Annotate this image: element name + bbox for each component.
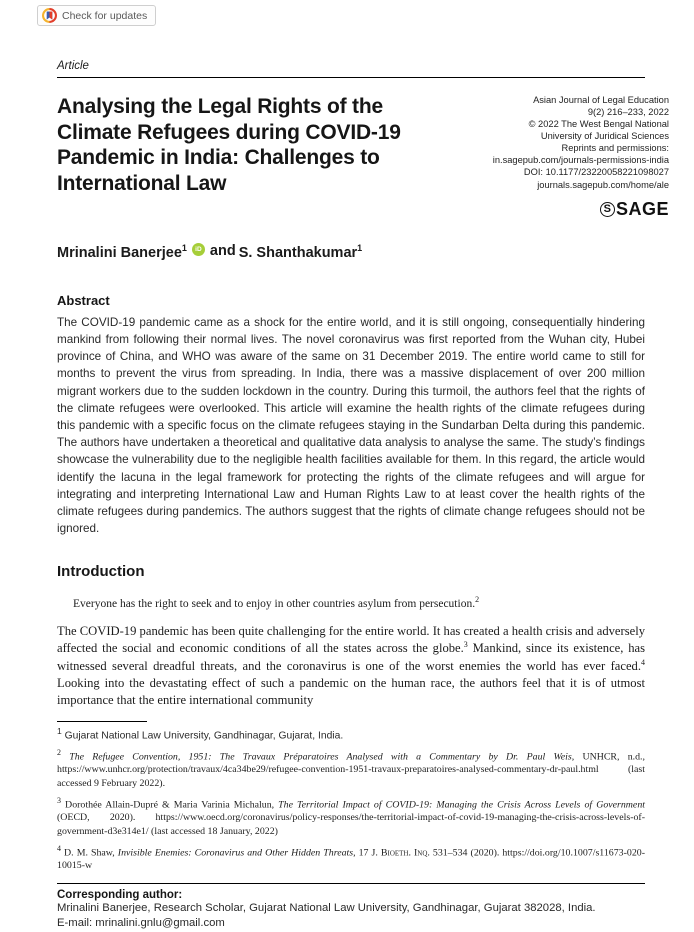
footnote-marker-4: 4: [641, 657, 645, 667]
email-address[interactable]: mrinalini.gnlu@gmail.com: [95, 917, 225, 930]
title-block: [57, 94, 669, 221]
journal-name: Asian Journal of Legal Education: [533, 95, 669, 105]
corresponding-author-block: [57, 889, 645, 932]
permissions-url: in.sagepub.com/journals-permissions-india: [492, 155, 669, 166]
affiliation-footnote: $^1$ Gujarat National Law University, Gandhinagar, Gujarat, India.: [57, 726, 344, 742]
reprints-label: Reprints and permissions:: [561, 143, 669, 154]
byline: [57, 243, 645, 261]
abstract-heading: Abstract: [57, 292, 110, 308]
introduction-heading: Introduction: [57, 563, 145, 581]
footnote-marker-3: 3: [463, 640, 468, 650]
check-for-updates-badge[interactable]: [37, 5, 156, 26]
copyright-line-1: © 2022 The West Bengal National: [528, 119, 669, 130]
email-label: E-mail:: [57, 917, 96, 930]
copyright-line-2: University of Juridical Sciences: [540, 131, 669, 142]
corresponding-author-details: Mrinalini Banerjee, Research Scholar, Gujarat National Law University, Gandhinagar, Gujarat 382028, India.: [57, 901, 596, 914]
author-name-2: S. Shanthakumar$^1$: [238, 243, 363, 261]
corresponding-author-heading: Corresponding author:: [57, 888, 183, 901]
journal-home-url: journals.sagepub.com/home/ale: [537, 179, 669, 190]
check-for-updates-label: Check for updates: [62, 9, 148, 22]
orcid-icon[interactable]: iD: [192, 243, 205, 256]
footnote-divider: [57, 721, 147, 722]
footnote-2: $^2$ The Refugee Convention, 1951: The Travaux Préparatoires Analysed with a Commentary by Dr. Paul Weis, UNHCR, n.d., https://www.unhcr.org/protection/travaux/4ca34be29/refugee-convention-1951-travaux-preparatoires-analysed-commentary-dr-paul.html (last accessed 9 February 2022).: [57, 747, 645, 789]
page-title: Analysing the Legal Rights of the Climate Refugees during COVID-19 Pandemic in India: Challenges to International Law: [57, 95, 401, 195]
author-name-1: Mrinalini Banerjee$^1$: [57, 243, 187, 261]
crossmark-icon: [42, 8, 57, 23]
quote-footnote-marker: 2: [475, 595, 480, 605]
corresponding-author-rule: [57, 883, 645, 884]
author-1-affiliation-sup: 1: [181, 243, 187, 254]
journal-info: [455, 94, 669, 221]
article-type-label: Article: [57, 60, 89, 72]
footnote-3: $^3$ Dorothée Allain-Dupré & Maria Varinia Michalun, The Territorial Impact of COVID-19: Managing the Crisis Across Levels of Government (OECD, 2020). https://www.oecd.org/coronavirus/policy-responses/the-territorial-impact-of-covid-19-managing-the-crisis-across-levels-of-government-d3e314e1/ (last accessed 18 January, 2022): [57, 795, 646, 837]
epigraph-quote: Everyone has the right to seek and to enjoy in other countries asylum from persecution.$^2$: [73, 595, 480, 611]
byline-connector: and: [209, 243, 236, 260]
sage-logo: [600, 198, 669, 221]
journal-issue-pages: 9(2) 216–233, 2022: [587, 107, 669, 118]
corresponding-author-email-line: [57, 916, 645, 932]
sage-s-mark-icon: S: [600, 202, 615, 217]
footnote-4: $^4$ D. M. Shaw, Invisible Enemies: Coronavirus and Other Hidden Threats, 17 J. Bioeth. Inq. 531–534 (2020). https://doi.org/10.1007/s11673-020-10015-w: [57, 843, 646, 872]
introduction-paragraph: The COVID-19 pandemic has been quite challenging for the entire world. It has created a health crisis and adversely affected the social and economic conditions of all the states across the globe.$^3$ Mankind, since its existence, has witnessed several dreadful threats, and the coronavirus is one of the worst enemies the world has ever faced.$^4$ Looking into the devastating effect of such a pandemic on the human race, the authors feel that it is of utmost importance that the entire international community: [57, 624, 645, 708]
doi-line: DOI: 10.1177/23220058221098027: [523, 167, 669, 178]
author-2-affiliation-sup: 1: [357, 243, 363, 254]
abstract-text: The COVID-19 pandemic came as a shock for the entire world, and it is still ongoing, consequentially hindering mankind from following their normal lives. The novel coronavirus was first reported from the Wuhan city, Hubei province of China, and WHO was aware of the same on 31 December 2019. The entire world came to still for months to prevent the virus from spreading. In India, there was a massive displacement of over 200 million migrant workers due to the sudden lockdown in the country. During this turmoil, the authors feel that the rights of the climate refugees were overlooked. This article will examine the health rights of the climate refugees during this pandemic with a specific focus on the climate refugees staying in the Sundarban Delta during this pandemic. The authors have undertaken a theoretical and qualitative data analysis to analyse the same. The study’s findings showcase the vulnerability due to the negligible health facilities available for them. In this regard, the article would identify the lacuna in the legal framework for protecting the rights of the climate refugees and will argue for integrating and interpreting International Law and Human Rights Law to at least cover the health rights of the climate refugees during pandemics. The authors suggest that the rights of climate change refugees should not be ignored.: [57, 315, 645, 536]
sage-wordmark: SAGE: [615, 198, 669, 219]
header-rule: [57, 77, 645, 78]
